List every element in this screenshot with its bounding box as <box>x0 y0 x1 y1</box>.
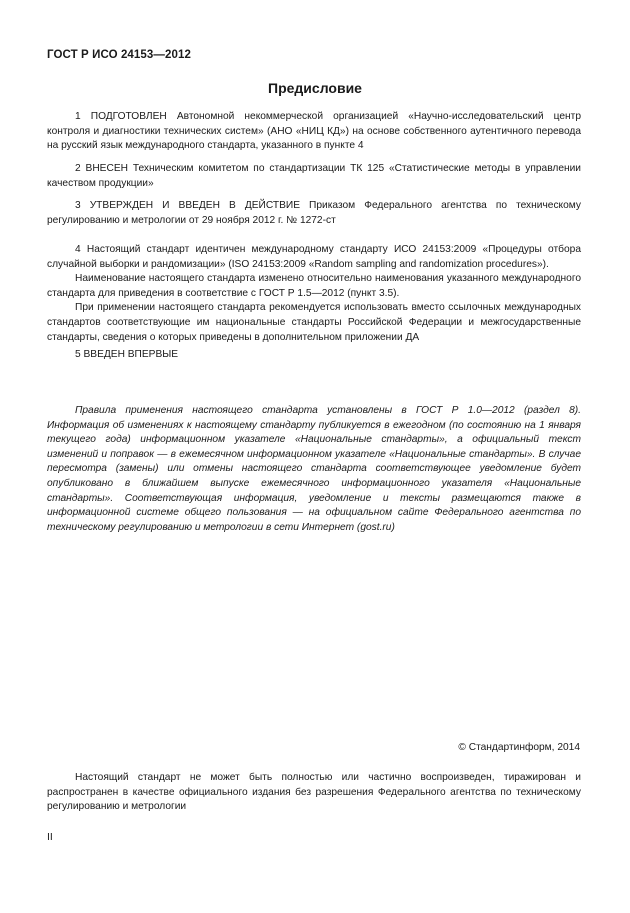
section-item-3 <box>47 199 581 228</box>
section-item-2 <box>47 162 581 191</box>
item-5-text: 5 ВВЕДЕН ВПЕРВЫЕ <box>75 349 179 360</box>
reproduction-notice <box>47 771 581 815</box>
copyright: © Стандартинформ, 2014 <box>458 742 580 753</box>
item-4-note-references: При применении настоящего стандарта рекомендуется использовать вместо ссылочных международных стандартов соответствующие им национальные стандарты Российской Федерации и межгосударственные стандарты, сведения о которых приведены в дополнительном приложении ДА <box>47 302 581 343</box>
item-3-text: 3 УТВЕРЖДЕН И ВВЕДЕН В ДЕЙСТВИЕ Приказом Федерального агентства по техническому регулированию и метрологии от 29 ноября 2012 г. № 1272-ст <box>47 200 581 226</box>
item-4-note-title-change: Наименование настоящего стандарта изменено относительно наименования указанного международного стандарта для приведения в соответствие с ГОСТ Р 1.5—2012 (пункт 3.5). <box>47 273 581 299</box>
section-item-5 <box>47 348 581 363</box>
notice-text: Правила применения настоящего стандарта установлены в ГОСТ Р 1.0—2012 (раздел 8). Информация об изменениях к настоящему стандарту публикуется в ежегодном (по состоянию на 1 января текущего года) информационном указателе «Национальные стандарты», а официальный текст изменений и поправок — в ежемесячном информационном указателе «Национальные стандарты». В случае пересмотра (замены) или отмены настоящего стандарта соответствующее уведомление будет опубликовано в ближайшем выпуске ежемесячного информационного указателя «Национальные стандарты». Соответствующая информация, уведомление и тексты размещаются также в информационной системе общего пользования — на официальном сайте Федерального агентства по техническому регулированию и метрологии в сети Интернет (gost.ru) <box>47 405 581 533</box>
reproduction-notice-text: Настоящий стандарт не может быть полностью или частично воспроизведен, тиражирован и распространен в качестве официального издания без разрешения Федерального агентства по техническому регулированию и метрологии <box>47 772 581 813</box>
page-title: Предисловие <box>268 80 362 96</box>
page-number: II <box>47 831 53 843</box>
application-rules-notice <box>47 404 581 535</box>
standard-code: ГОСТ Р ИСО 24153—2012 <box>47 49 192 61</box>
item-2-text: 2 ВНЕСЕН Техническим комитетом по стандартизации ТК 125 «Статистические методы в управлении качеством продукции» <box>47 163 581 189</box>
item-4-text: 4 Настоящий стандарт идентичен международному стандарту ИСО 24153:2009 «Процедуры отбора случайной выборки и рандомизации» (ISO 24153:2009 «Random sampling and randomization procedures»). <box>47 244 581 270</box>
item-1-text: 1 ПОДГОТОВЛЕН Автономной некоммерческой организацией «Научно-исследовательский центр контроля и диагностики технических систем» (АНО «НИЦ КД») на основе собственного аутентичного перевода на русский язык международного стандарта, указанного в пункте 4 <box>47 111 581 152</box>
section-item-1 <box>47 110 581 154</box>
section-item-4 <box>47 243 581 345</box>
